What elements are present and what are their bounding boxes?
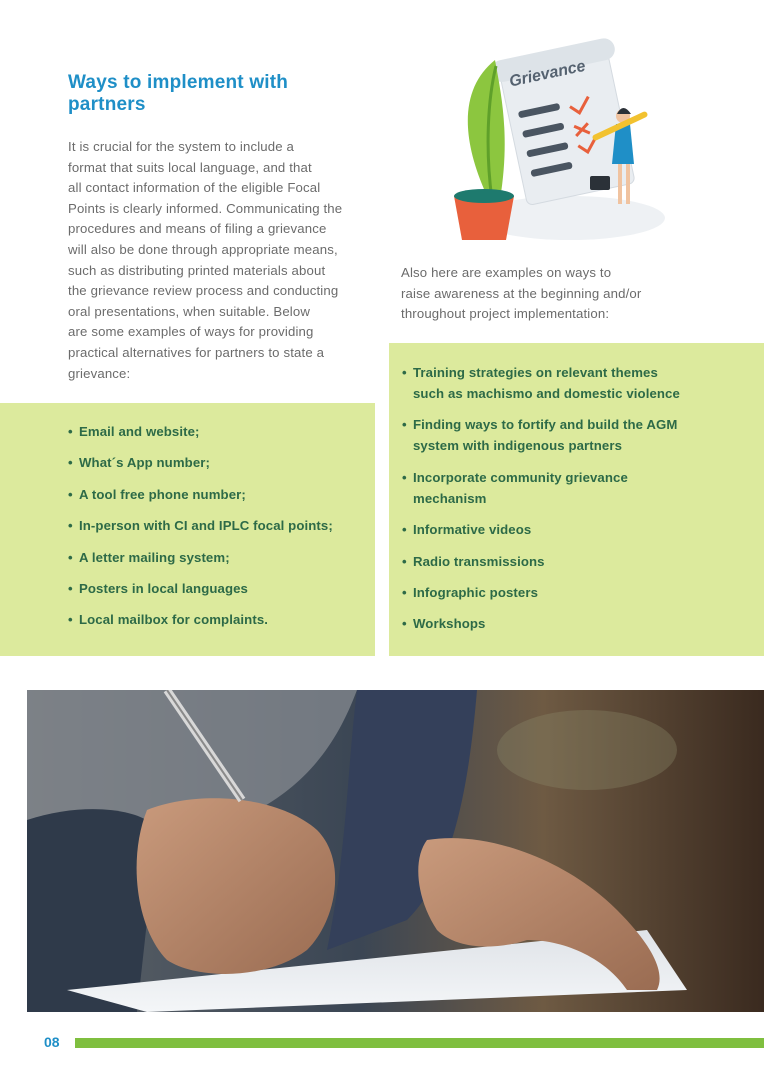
list-item-text: Email and website;	[79, 424, 200, 439]
list-item-text: such as machismo and domestic violence	[413, 386, 680, 401]
list-item-text: Local mailbox for complaints.	[79, 612, 269, 628]
list-item-text: What´s App number;	[79, 455, 210, 471]
list-item	[68, 421, 333, 442]
list-item-text: Workshops	[413, 616, 486, 632]
intro-line: grievance:	[68, 365, 131, 381]
intro-line: practical alternatives for partners to state a	[68, 344, 325, 360]
bullet: •	[68, 424, 73, 439]
intro-paragraph	[68, 137, 368, 384]
awareness-paragraph	[401, 263, 731, 325]
awareness-line: throughout project implementation:	[401, 306, 610, 322]
intro-line: Points is clearly informed. Communicating the	[68, 200, 343, 216]
list-item-text: Incorporate community grievance	[413, 469, 628, 485]
grievance-illustration-icon	[440, 18, 670, 248]
awareness-options-list	[402, 362, 680, 645]
intro-line: oral presentations, when suitable. Below	[68, 303, 311, 319]
list-item-text: Radio transmissions	[413, 553, 545, 569]
list-item	[402, 582, 680, 603]
bullet: •	[402, 365, 407, 380]
bullet: •	[402, 469, 407, 485]
list-item-text: system with indigenous partners	[413, 438, 623, 454]
heading-line-1: Ways to implement with	[68, 72, 289, 93]
partner-options-list	[68, 421, 333, 641]
heading-line-2: partners	[68, 94, 146, 115]
list-item	[68, 484, 333, 505]
intro-line: It is crucial for the system to include a	[68, 139, 295, 154]
list-item	[402, 362, 680, 404]
bullet: •	[402, 417, 407, 433]
intro-line: will also be done through appropriate means,	[68, 241, 338, 257]
list-item	[68, 515, 333, 536]
bullet: •	[68, 455, 73, 471]
list-item-text: mechanism	[413, 490, 487, 506]
list-item-text: A tool free phone number;	[79, 486, 246, 502]
list-item-text: A letter mailing system;	[79, 549, 230, 565]
list-item	[68, 609, 333, 630]
intro-line: procedures and means of filing a grievance	[68, 221, 327, 237]
list-item	[402, 551, 680, 572]
list-item-text: Finding ways to fortify and build the AGM	[413, 417, 678, 433]
bullet: •	[402, 553, 407, 569]
list-item-text: Posters in local languages	[79, 580, 248, 596]
awareness-line: Also here are examples on ways to	[401, 265, 612, 280]
bullet: •	[68, 486, 73, 502]
list-item-text: Informative videos	[413, 522, 532, 538]
list-item	[402, 467, 680, 509]
bullet: •	[402, 522, 407, 538]
list-item	[68, 452, 333, 473]
bullet: •	[402, 616, 407, 632]
list-item-text: Infographic posters	[413, 584, 538, 600]
list-item	[68, 578, 333, 599]
intro-line: the grievance review process and conducting	[68, 283, 339, 299]
list-item-text: Training strategies on relevant themes	[413, 365, 658, 380]
intro-line: format that suits local language, and that	[68, 159, 312, 175]
list-item	[68, 547, 333, 568]
bullet: •	[68, 549, 73, 565]
bullet: •	[68, 518, 73, 534]
intro-line: all contact information of the eligible Focal	[68, 180, 321, 196]
intro-line: such as distributing printed materials about	[68, 262, 326, 278]
document-label: Grievance	[507, 57, 588, 91]
list-item	[402, 519, 680, 540]
list-item	[402, 613, 680, 634]
list-item	[402, 414, 680, 456]
section-heading	[68, 72, 368, 116]
list-item-text: In-person with CI and IPLC focal points;	[79, 518, 333, 534]
page-number: 08	[44, 1034, 60, 1050]
bullet: •	[402, 584, 407, 600]
bullet: •	[68, 580, 73, 596]
bullet: •	[68, 612, 73, 628]
awareness-line: raise awareness at the beginning and/or	[401, 285, 642, 301]
intro-line: are some examples of ways for providing	[68, 324, 314, 340]
footer-bar	[75, 1038, 764, 1048]
writing-hands-photo	[27, 690, 764, 1012]
